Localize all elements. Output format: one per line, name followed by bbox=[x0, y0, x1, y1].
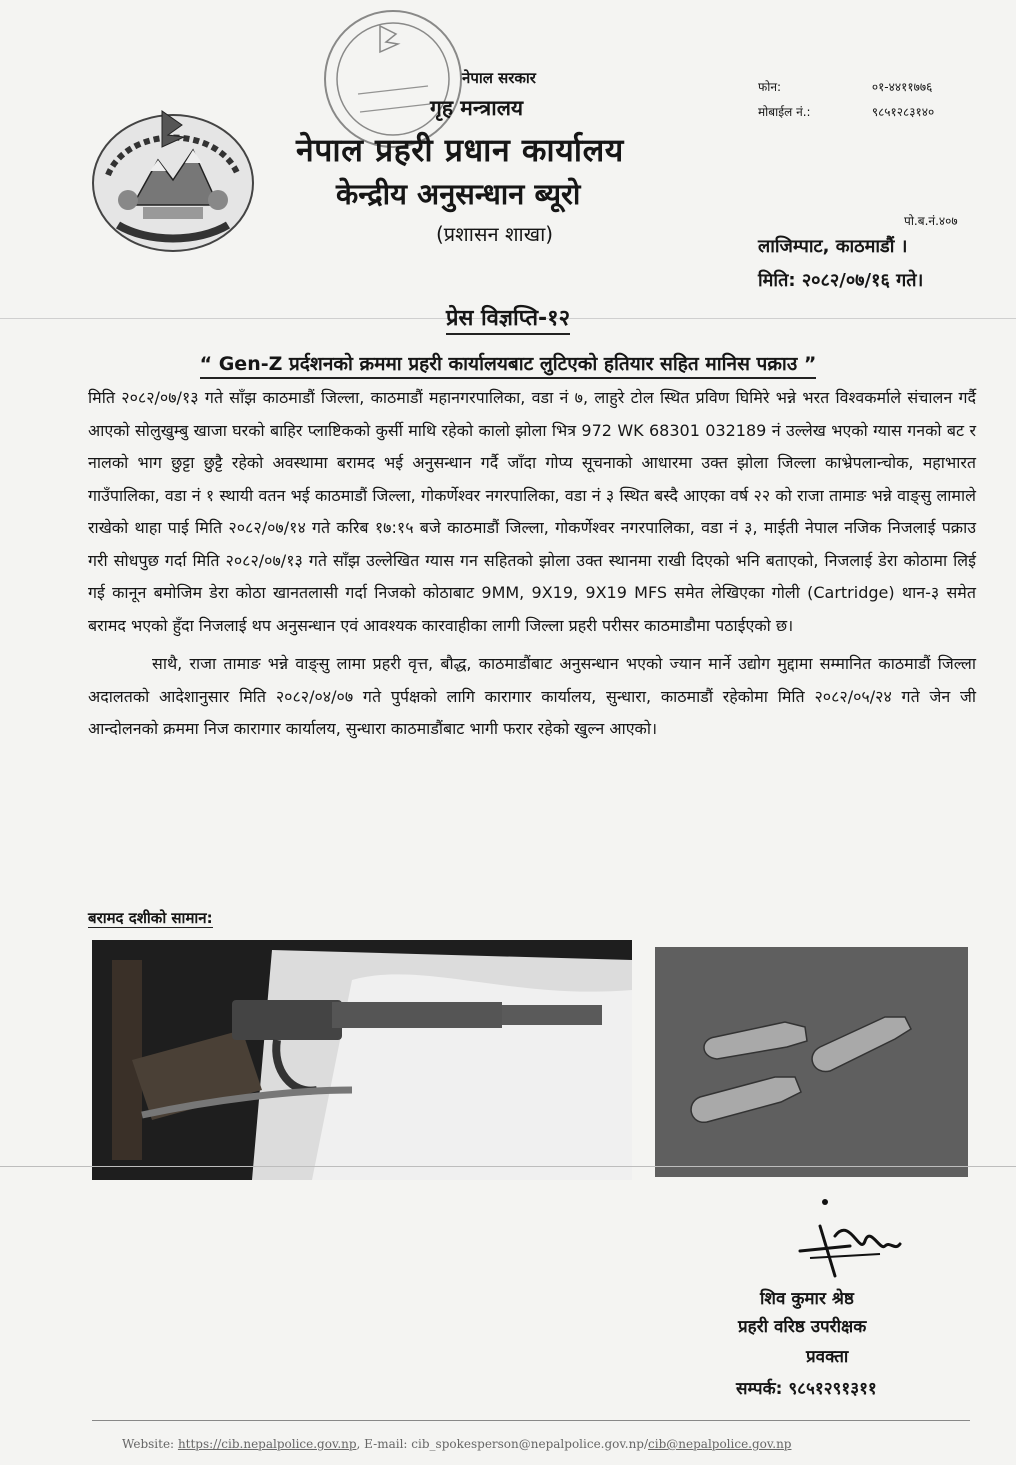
paragraph-1: मिति २०८२/०७/१३ गते साँझ काठमाडौं जिल्ला, काठमाडौं महानगरपालिका, वडा नं ७, लाहुरे टोल स्थित प्रविण घिमिरे भन्ने भरत विश्वकर्माले संचालन गर्दै आएको सोलुखुम्बु खाजा घरको बाहिर प्लाष्टिकको कुर्सी माथि रहेको कालो झोला भित्र 972 WK 68301 032189 नं उल्लेख भएको ग्यास गनको बट र नालको भाग छुट्टा छुट्टै रहेको अवस्थामा बरामद भई अनुसन्धान गर्दै जाँदा गोप्य सूचनाको आधारमा उक्त झोला जिल्ला काभ्रेपलान्चोक, महाभारत गाउँपालिका, वडा नं १ स्थायी वतन भई काठमाडौं जिल्ला, गोकर्णेश्वर नगरपालिका, वडा नं ३ स्थित बस्दै आएका वर्ष २२ को राजा तामाङ भन्ने वाङ्सु लामाले राखेको थाहा पाई मिति २०८२/०७/१४ गते करिब १७:१५ बजे काठमाडौं जिल्ला, गोकर्णेश्वर नगरपालिका, वडा नं ३, माईती नेपाल नजिक निजलाई पक्राउ गरी सोधपुछ गर्दा मिति २०८२/०७/१३ गते साँझ उल्लेखित ग्यास गन सहितको झोला उक्त स्थानमा राखी दिएको भनि बताएको, निजलाई डेरा कोठामा लिई गई कानून बमोजिम डेरा कोठा खानतलासी गर्दा निजको कोठाबाट 9MM, 9X19, 9X19 MFS समेत लेखिएका गोली (Cartridge) थान-३ समेत बरामद भएको हुँदा निजलाई थप अनुसन्धान एवं आवश्यक कारवाहीका लागी जिल्ला प्रहरी परीसर काठमाडौमा पठाईएको छ। bbox=[88, 388, 976, 635]
footer-divider bbox=[92, 1420, 970, 1421]
branch-label: (प्रशासन शाखा) bbox=[436, 222, 554, 246]
press-release-title-text: प्रेस विज्ञप्ति-१२ bbox=[446, 306, 570, 335]
press-release-title bbox=[0, 302, 1016, 332]
fold-line bbox=[0, 1166, 1016, 1167]
email-link-spokesperson[interactable]: cib_spokesperson@nepalpolice.gov.np bbox=[411, 1437, 644, 1451]
website-label: Website: bbox=[122, 1437, 175, 1451]
issue-date: मिति: २०८२/०७/१६ गते। bbox=[758, 270, 924, 291]
government-label: नेपाल सरकार bbox=[462, 69, 536, 87]
signatory-rank: प्रहरी वरिष्ठ उपरीक्षक bbox=[738, 1317, 867, 1337]
email-link-cib[interactable]: cib@nepalpolice.gov.np bbox=[648, 1437, 792, 1451]
nepal-emblem-icon bbox=[88, 105, 258, 255]
mobile-row bbox=[758, 103, 934, 120]
phone-row bbox=[758, 78, 932, 95]
recovered-items-heading bbox=[88, 908, 213, 928]
office-title: नेपाल प्रहरी प्रधान कार्यालय bbox=[296, 131, 624, 169]
footer bbox=[122, 1437, 791, 1451]
cartridges-photo bbox=[655, 947, 968, 1177]
phone-number: ०१-४४११७७६ bbox=[871, 80, 933, 94]
signatory-role: प्रवक्ता bbox=[806, 1347, 849, 1367]
mobile-number: ९८५१२८३१४० bbox=[871, 105, 935, 119]
recovered-items-label: बरामद दशीको सामान: bbox=[88, 909, 213, 927]
signatory-name: शिव कुमार श्रेष्ठ bbox=[760, 1289, 854, 1309]
paragraph-2: साथै, राजा तामाङ भन्ने वाङ्सु लामा प्रहरी वृत्त, बौद्ध, काठमाडौंबाट अनुसन्धान भएको ज्यान मार्ने उद्योग मुद्दामा सम्मानित काठमाडौं जिल्ला अदालतको आदेशानुसार मिति २०८२/०४/०७ गते पुर्पक्षको लागि कारागार कार्यालय, सुन्धारा, काठमाडौं रहेकोमा मिति २०८२/०५/२४ गते जेन जी आन्दोलनको क्रममा निज कारागार कार्यालय, सुन्धारा काठमाडौंबाट भागी फरार रहेको खुल्न आएको। bbox=[88, 654, 976, 738]
email-label: , E-mail: bbox=[356, 1437, 408, 1451]
signature-image bbox=[790, 1196, 930, 1286]
gas-gun-photo bbox=[92, 940, 632, 1180]
signatory-contact: सम्पर्क: ९८५१२९१३११ bbox=[736, 1379, 877, 1399]
body-text bbox=[88, 382, 976, 746]
headline-text: “ Gen-Z प्रर्दशनको क्रममा प्रहरी कार्यालयबाट लुटिएको हतियार सहित मानिस पक्राउ ” bbox=[200, 353, 817, 379]
mobile-label: मोबाईल नं.: bbox=[758, 105, 811, 119]
headline bbox=[0, 350, 1016, 376]
address: लाजिम्पाट, काठमाडौं । bbox=[758, 236, 908, 257]
ministry-label: गृह मन्त्रालय bbox=[430, 96, 524, 120]
po-box: पो.ब.नं.४०७ bbox=[904, 214, 958, 228]
phone-label: फोन: bbox=[758, 80, 782, 94]
bureau-title: केन्द्रीय अनुसन्धान ब्यूरो bbox=[336, 177, 581, 211]
website-link[interactable]: https://cib.nepalpolice.gov.np bbox=[177, 1437, 357, 1451]
email-separator: / bbox=[643, 1437, 649, 1451]
